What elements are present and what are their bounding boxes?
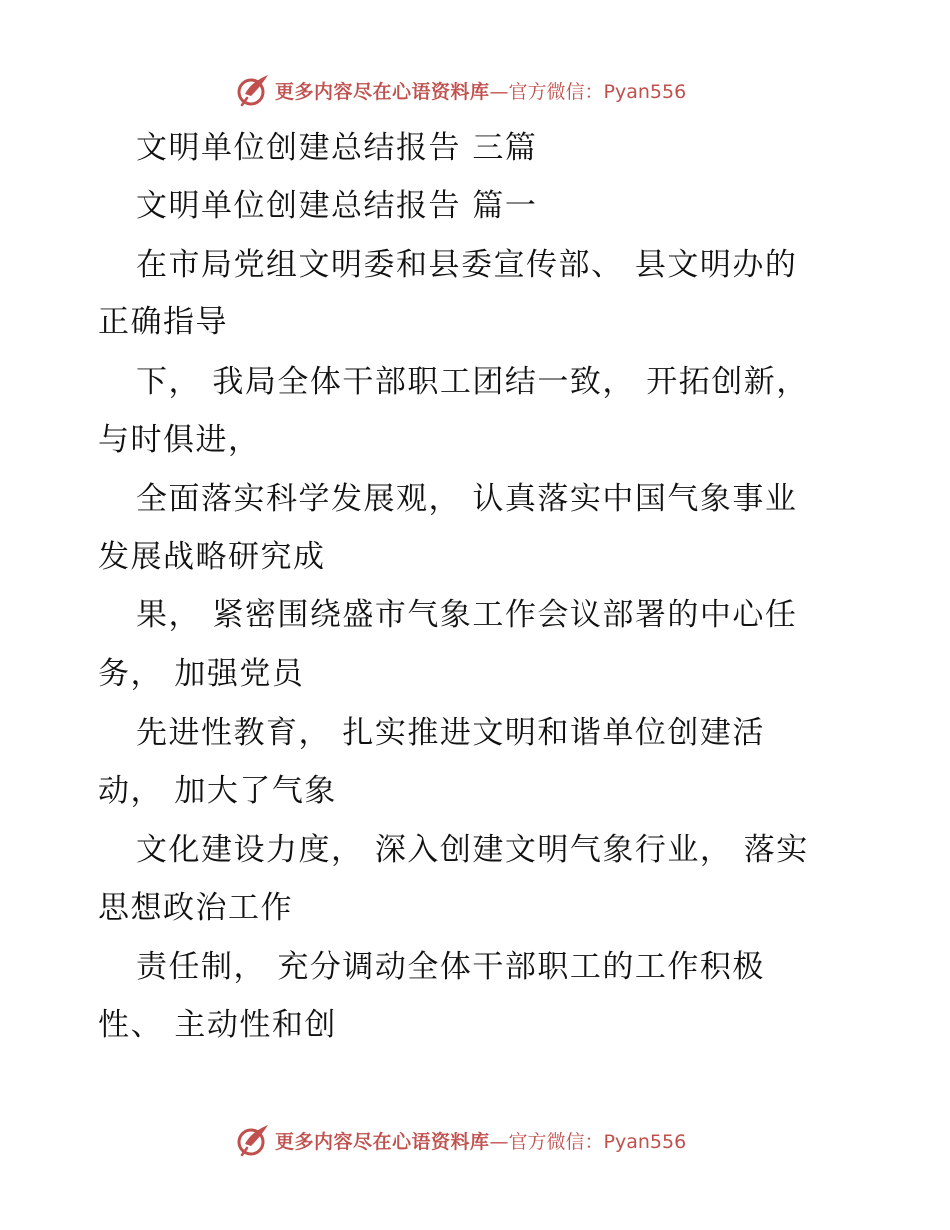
quill-logo-icon bbox=[235, 72, 271, 108]
watermark-text: 更多内容尽在心语资料库 bbox=[275, 1130, 490, 1153]
watermark-contact: —官方微信：Pyan556 bbox=[489, 1130, 687, 1153]
quill-logo-icon bbox=[235, 1122, 271, 1158]
paragraph-line: 文化建设力度， 深入创建文明气象行业， 落实 bbox=[136, 832, 809, 868]
document-title: 文明单位创建总结报告 三篇 bbox=[136, 130, 538, 166]
paragraph-line: 与时俱进， bbox=[98, 422, 261, 458]
document-subtitle: 文明单位创建总结报告 篇一 bbox=[136, 188, 538, 224]
paragraph-line: 动， 加大了气象 bbox=[98, 773, 337, 809]
paragraph-line: 性、 主动性和创 bbox=[98, 1007, 337, 1043]
footer-watermark bbox=[235, 1122, 686, 1158]
paragraph-line: 务， 加强党员 bbox=[98, 656, 305, 692]
watermark-contact: —官方微信：Pyan556 bbox=[489, 80, 687, 103]
header-watermark bbox=[235, 72, 686, 108]
paragraph-line: 发展战略研究成 bbox=[98, 539, 326, 575]
paragraph-line: 果， 紧密围绕盛市气象工作会议部署的中心任 bbox=[136, 597, 798, 633]
paragraph-line: 思想政治工作 bbox=[98, 890, 293, 926]
paragraph-line: 先进性教育， 扎实推进文明和谐单位创建活 bbox=[136, 715, 765, 751]
paragraph-line: 正确指导 bbox=[98, 304, 228, 340]
watermark-text: 更多内容尽在心语资料库 bbox=[275, 80, 490, 103]
paragraph-line: 在市局党组文明委和县委宣传部、 县文明办的 bbox=[136, 247, 798, 283]
paragraph-line: 下， 我局全体干部职工团结一致， 开拓创新， bbox=[136, 364, 809, 400]
paragraph-line: 全面落实科学发展观， 认真落实中国气象事业 bbox=[136, 481, 798, 517]
paragraph-line: 责任制， 充分调动全体干部职工的工作积极 bbox=[136, 949, 765, 985]
